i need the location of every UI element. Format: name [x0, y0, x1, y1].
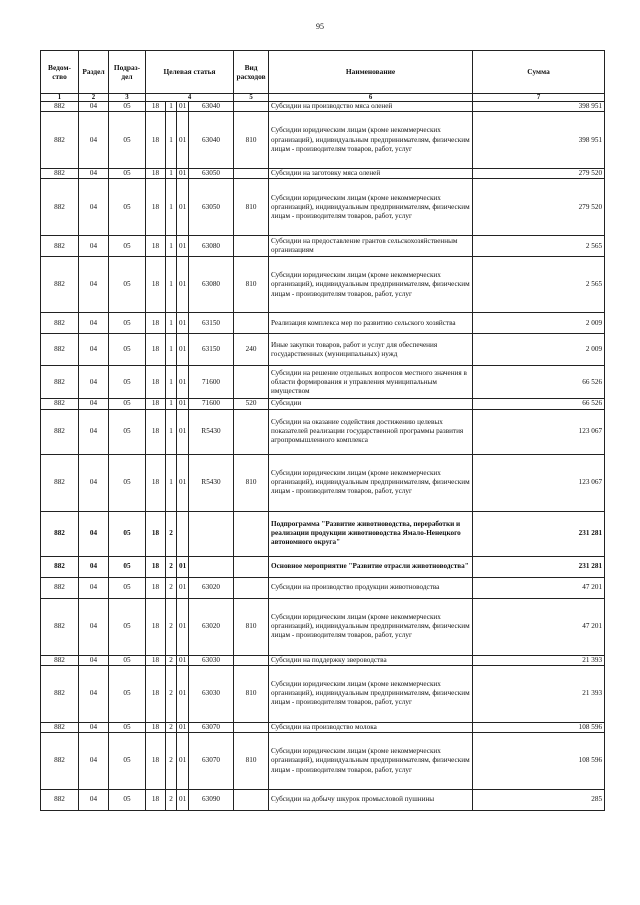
cell-subprogram: 1 — [166, 409, 177, 454]
cell-subprogram: 2 — [166, 655, 177, 665]
table-row — [41, 511, 605, 556]
cell-dept: 882 — [41, 790, 79, 811]
cell-subsection: 05 — [109, 790, 146, 811]
cell-amount: 285 — [473, 790, 605, 811]
cell-subprogram: 2 — [166, 733, 177, 790]
cell-subsection: 05 — [109, 409, 146, 454]
table-row — [41, 598, 605, 655]
cell-event: 01 — [177, 722, 189, 732]
col-number: 2 — [79, 94, 109, 102]
cell-exp-type — [234, 511, 269, 556]
cell-subsection: 05 — [109, 257, 146, 313]
cell-dept: 882 — [41, 399, 79, 409]
cell-program: 18 — [146, 722, 166, 732]
table-row — [41, 556, 605, 577]
cell-subsection: 05 — [109, 112, 146, 169]
col-number: 3 — [109, 94, 146, 102]
cell-section: 04 — [79, 790, 109, 811]
cell-amount: 279 520 — [473, 169, 605, 179]
cell-subsection: 05 — [109, 366, 146, 399]
cell-exp-type — [234, 236, 269, 257]
cell-section: 04 — [79, 577, 109, 598]
cell-subprogram: 1 — [166, 366, 177, 399]
cell-subsection: 05 — [109, 722, 146, 732]
header-row — [41, 51, 605, 94]
cell-program: 18 — [146, 313, 166, 334]
cell-amount: 231 281 — [473, 556, 605, 577]
cell-amount: 108 596 — [473, 733, 605, 790]
cell-subsection: 05 — [109, 236, 146, 257]
page-number: 95 — [316, 22, 324, 31]
cell-program: 18 — [146, 454, 166, 511]
cell-section: 04 — [79, 169, 109, 179]
cell-event: 01 — [177, 399, 189, 409]
cell-dept: 882 — [41, 511, 79, 556]
cell-event: 01 — [177, 313, 189, 334]
cell-name: Субсидии юридическим лицам (кроме некоммерческих организаций), индивидуальным предпринимателям, физическим лицам - производителям товаров, работ, услуг — [269, 257, 473, 313]
cell-event: 01 — [177, 112, 189, 169]
table-row — [41, 257, 605, 313]
cell-exp-type — [234, 655, 269, 665]
cell-direction-code: 63040 — [189, 112, 234, 169]
cell-subprogram: 2 — [166, 598, 177, 655]
cell-amount: 2 565 — [473, 236, 605, 257]
cell-section: 04 — [79, 366, 109, 399]
header-target: Целевая статья — [146, 51, 234, 94]
cell-event — [177, 511, 189, 556]
cell-exp-type — [234, 102, 269, 112]
table-row — [41, 577, 605, 598]
table-row — [41, 102, 605, 112]
cell-exp-type: 810 — [234, 733, 269, 790]
cell-event: 01 — [177, 257, 189, 313]
cell-event: 01 — [177, 179, 189, 236]
table-row — [41, 399, 605, 409]
cell-subprogram: 1 — [166, 112, 177, 169]
cell-section: 04 — [79, 236, 109, 257]
cell-subprogram: 2 — [166, 722, 177, 732]
cell-dept: 882 — [41, 169, 79, 179]
table-row — [41, 665, 605, 722]
cell-exp-type: 240 — [234, 334, 269, 366]
cell-amount: 279 520 — [473, 179, 605, 236]
cell-name: Субсидии на производство мяса оленей — [269, 102, 473, 112]
cell-subprogram: 2 — [166, 577, 177, 598]
header-section: Раздел — [79, 51, 109, 94]
cell-amount: 398 951 — [473, 102, 605, 112]
cell-exp-type: 520 — [234, 399, 269, 409]
cell-name: Субсидии — [269, 399, 473, 409]
cell-event: 01 — [177, 236, 189, 257]
cell-amount: 21 393 — [473, 655, 605, 665]
cell-amount: 398 951 — [473, 112, 605, 169]
cell-direction-code: 63090 — [189, 790, 234, 811]
cell-subsection: 05 — [109, 655, 146, 665]
cell-exp-type: 810 — [234, 598, 269, 655]
cell-amount: 47 201 — [473, 577, 605, 598]
table-row — [41, 454, 605, 511]
cell-event: 01 — [177, 733, 189, 790]
cell-exp-type — [234, 169, 269, 179]
cell-amount: 66 526 — [473, 366, 605, 399]
cell-subsection: 05 — [109, 511, 146, 556]
cell-dept: 882 — [41, 733, 79, 790]
cell-subprogram: 2 — [166, 790, 177, 811]
cell-subsection: 05 — [109, 733, 146, 790]
cell-direction-code: 63070 — [189, 722, 234, 732]
cell-exp-type — [234, 366, 269, 399]
cell-direction-code — [189, 556, 234, 577]
table-row — [41, 112, 605, 169]
cell-exp-type: 810 — [234, 454, 269, 511]
cell-section: 04 — [79, 399, 109, 409]
cell-subsection: 05 — [109, 556, 146, 577]
cell-direction-code: 63020 — [189, 577, 234, 598]
cell-subprogram: 1 — [166, 334, 177, 366]
table-row — [41, 722, 605, 732]
cell-section: 04 — [79, 454, 109, 511]
cell-name: Субсидии на производство молока — [269, 722, 473, 732]
cell-subsection: 05 — [109, 399, 146, 409]
cell-event: 01 — [177, 556, 189, 577]
cell-subprogram: 2 — [166, 665, 177, 722]
cell-direction-code: 63070 — [189, 733, 234, 790]
cell-event: 01 — [177, 169, 189, 179]
table-row — [41, 409, 605, 454]
cell-subsection: 05 — [109, 665, 146, 722]
cell-subprogram: 1 — [166, 399, 177, 409]
cell-section: 04 — [79, 102, 109, 112]
cell-name: Субсидии на предоставление грантов сельскохозяйственным организациям — [269, 236, 473, 257]
cell-program: 18 — [146, 112, 166, 169]
cell-program: 18 — [146, 399, 166, 409]
table-row — [41, 179, 605, 236]
cell-name: Субсидии на решение отдельных вопросов местного значения в области формирования и управления муниципальным имуществом — [269, 366, 473, 399]
table-row — [41, 313, 605, 334]
cell-event: 01 — [177, 454, 189, 511]
table-row — [41, 236, 605, 257]
cell-dept: 882 — [41, 722, 79, 732]
cell-section: 04 — [79, 334, 109, 366]
cell-event: 01 — [177, 790, 189, 811]
cell-name: Субсидии юридическим лицам (кроме некоммерческих организаций), индивидуальным предпринимателям, физическим лицам - производителям товаров, работ, услуг — [269, 179, 473, 236]
cell-amount: 123 067 — [473, 409, 605, 454]
header-exp-type: Вид расходов — [234, 51, 269, 94]
cell-dept: 882 — [41, 257, 79, 313]
header-dept: Ведом-ство — [41, 51, 79, 94]
cell-event: 01 — [177, 334, 189, 366]
cell-exp-type — [234, 409, 269, 454]
cell-amount: 21 393 — [473, 665, 605, 722]
cell-name: Субсидии на поддержку звероводства — [269, 655, 473, 665]
cell-direction-code: 71600 — [189, 399, 234, 409]
cell-amount: 66 526 — [473, 399, 605, 409]
table-body — [41, 102, 605, 811]
cell-exp-type — [234, 577, 269, 598]
col-number: 7 — [473, 94, 605, 102]
cell-program: 18 — [146, 598, 166, 655]
column-number-row — [41, 94, 605, 102]
cell-subprogram: 1 — [166, 169, 177, 179]
cell-direction-code: 63050 — [189, 169, 234, 179]
table-row — [41, 334, 605, 366]
cell-section: 04 — [79, 556, 109, 577]
cell-program: 18 — [146, 733, 166, 790]
cell-subsection: 05 — [109, 598, 146, 655]
cell-event: 01 — [177, 409, 189, 454]
cell-program: 18 — [146, 577, 166, 598]
table-row — [41, 169, 605, 179]
cell-dept: 882 — [41, 556, 79, 577]
cell-name: Основное мероприятие "Развитие отрасли животноводства" — [269, 556, 473, 577]
cell-subsection: 05 — [109, 454, 146, 511]
cell-program: 18 — [146, 790, 166, 811]
cell-event: 01 — [177, 598, 189, 655]
cell-subsection: 05 — [109, 577, 146, 598]
cell-dept: 882 — [41, 454, 79, 511]
cell-direction-code: 63030 — [189, 665, 234, 722]
cell-program: 18 — [146, 179, 166, 236]
cell-direction-code: 63150 — [189, 313, 234, 334]
cell-amount: 123 067 — [473, 454, 605, 511]
cell-direction-code: 63080 — [189, 236, 234, 257]
cell-exp-type — [234, 722, 269, 732]
cell-program: 18 — [146, 102, 166, 112]
col-number: 5 — [234, 94, 269, 102]
cell-section: 04 — [79, 409, 109, 454]
cell-exp-type: 810 — [234, 179, 269, 236]
cell-direction-code: R5430 — [189, 409, 234, 454]
cell-section: 04 — [79, 598, 109, 655]
cell-subprogram: 1 — [166, 257, 177, 313]
cell-exp-type — [234, 556, 269, 577]
cell-section: 04 — [79, 665, 109, 722]
cell-amount: 2 009 — [473, 313, 605, 334]
cell-exp-type — [234, 790, 269, 811]
cell-direction-code: 63020 — [189, 598, 234, 655]
cell-program: 18 — [146, 366, 166, 399]
cell-subsection: 05 — [109, 102, 146, 112]
cell-program: 18 — [146, 257, 166, 313]
cell-dept: 882 — [41, 366, 79, 399]
table-row — [41, 790, 605, 811]
cell-direction-code: 63150 — [189, 334, 234, 366]
cell-exp-type: 810 — [234, 112, 269, 169]
table-row — [41, 366, 605, 399]
cell-name: Субсидии юридическим лицам (кроме некоммерческих организаций), индивидуальным предпринимателям, физическим лицам - производителям товаров, работ, услуг — [269, 598, 473, 655]
cell-subprogram: 2 — [166, 556, 177, 577]
cell-direction-code: 63080 — [189, 257, 234, 313]
cell-direction-code: R5430 — [189, 454, 234, 511]
cell-name: Субсидии юридическим лицам (кроме некоммерческих организаций), индивидуальным предпринимателям, физическим лицам - производителям товаров, работ, услуг — [269, 112, 473, 169]
cell-amount: 2 565 — [473, 257, 605, 313]
cell-dept: 882 — [41, 655, 79, 665]
cell-exp-type: 810 — [234, 665, 269, 722]
cell-direction-code: 63040 — [189, 102, 234, 112]
cell-exp-type — [234, 313, 269, 334]
cell-name: Субсидии на производство продукции животноводства — [269, 577, 473, 598]
cell-dept: 882 — [41, 409, 79, 454]
table-row — [41, 655, 605, 665]
cell-dept: 882 — [41, 598, 79, 655]
cell-program: 18 — [146, 556, 166, 577]
cell-section: 04 — [79, 511, 109, 556]
cell-event: 01 — [177, 366, 189, 399]
cell-name: Субсидии юридическим лицам (кроме некоммерческих организаций), индивидуальным предпринимателям, физическим лицам - производителям товаров, работ, услуг — [269, 665, 473, 722]
cell-name: Субсидии юридическим лицам (кроме некоммерческих организаций), индивидуальным предпринимателям, физическим лицам - производителям товаров, работ, услуг — [269, 454, 473, 511]
cell-name: Субсидии юридическим лицам (кроме некоммерческих организаций), индивидуальным предпринимателям, физическим лицам - производителям товаров, работ, услуг — [269, 733, 473, 790]
cell-dept: 882 — [41, 112, 79, 169]
cell-subsection: 05 — [109, 334, 146, 366]
cell-event: 01 — [177, 577, 189, 598]
cell-section: 04 — [79, 655, 109, 665]
cell-section: 04 — [79, 313, 109, 334]
cell-subsection: 05 — [109, 169, 146, 179]
header-amount: Сумма — [473, 51, 605, 94]
cell-program: 18 — [146, 511, 166, 556]
cell-program: 18 — [146, 169, 166, 179]
cell-name: Реализация комплекса мер по развитию сельского хозяйства — [269, 313, 473, 334]
cell-dept: 882 — [41, 577, 79, 598]
cell-name: Субсидии на заготовку мяса оленей — [269, 169, 473, 179]
cell-dept: 882 — [41, 102, 79, 112]
col-number: 6 — [269, 94, 473, 102]
cell-event: 01 — [177, 102, 189, 112]
cell-dept: 882 — [41, 179, 79, 236]
cell-section: 04 — [79, 733, 109, 790]
cell-direction-code: 71600 — [189, 366, 234, 399]
cell-name: Субсидии на оказание содействия достижению целевых показателей реализации государственной программы развития агропромышленного комплекса — [269, 409, 473, 454]
cell-amount: 47 201 — [473, 598, 605, 655]
cell-subprogram: 2 — [166, 511, 177, 556]
cell-direction-code: 63030 — [189, 655, 234, 665]
cell-subprogram: 1 — [166, 179, 177, 236]
cell-dept: 882 — [41, 236, 79, 257]
cell-section: 04 — [79, 112, 109, 169]
cell-program: 18 — [146, 236, 166, 257]
cell-event: 01 — [177, 655, 189, 665]
cell-amount: 108 596 — [473, 722, 605, 732]
header-subsection: Подраз-дел — [109, 51, 146, 94]
cell-section: 04 — [79, 257, 109, 313]
col-number: 1 — [41, 94, 79, 102]
cell-amount: 2 009 — [473, 334, 605, 366]
header-name: Наименование — [269, 51, 473, 94]
cell-subprogram: 1 — [166, 454, 177, 511]
cell-section: 04 — [79, 179, 109, 236]
cell-direction-code — [189, 511, 234, 556]
cell-dept: 882 — [41, 313, 79, 334]
col-number: 4 — [146, 94, 234, 102]
cell-program: 18 — [146, 665, 166, 722]
cell-name: Иные закупки товаров, работ и услуг для обеспечения государственных (муниципальных) нужд — [269, 334, 473, 366]
cell-event: 01 — [177, 665, 189, 722]
cell-dept: 882 — [41, 334, 79, 366]
cell-program: 18 — [146, 409, 166, 454]
cell-subsection: 05 — [109, 313, 146, 334]
cell-amount: 231 281 — [473, 511, 605, 556]
cell-subprogram: 1 — [166, 313, 177, 334]
cell-name: Субсидии на добычу шкурок промысловой пушнины — [269, 790, 473, 811]
cell-name: Подпрограмма "Развитие животноводства, переработки и реализации продукции животноводства Ямало-Ненецкого автономного округа" — [269, 511, 473, 556]
budget-table — [40, 50, 605, 811]
cell-subprogram: 1 — [166, 236, 177, 257]
cell-dept: 882 — [41, 665, 79, 722]
cell-exp-type: 810 — [234, 257, 269, 313]
cell-direction-code: 63050 — [189, 179, 234, 236]
cell-program: 18 — [146, 655, 166, 665]
cell-program: 18 — [146, 334, 166, 366]
cell-subsection: 05 — [109, 179, 146, 236]
table-row — [41, 733, 605, 790]
cell-subprogram: 1 — [166, 102, 177, 112]
cell-section: 04 — [79, 722, 109, 732]
